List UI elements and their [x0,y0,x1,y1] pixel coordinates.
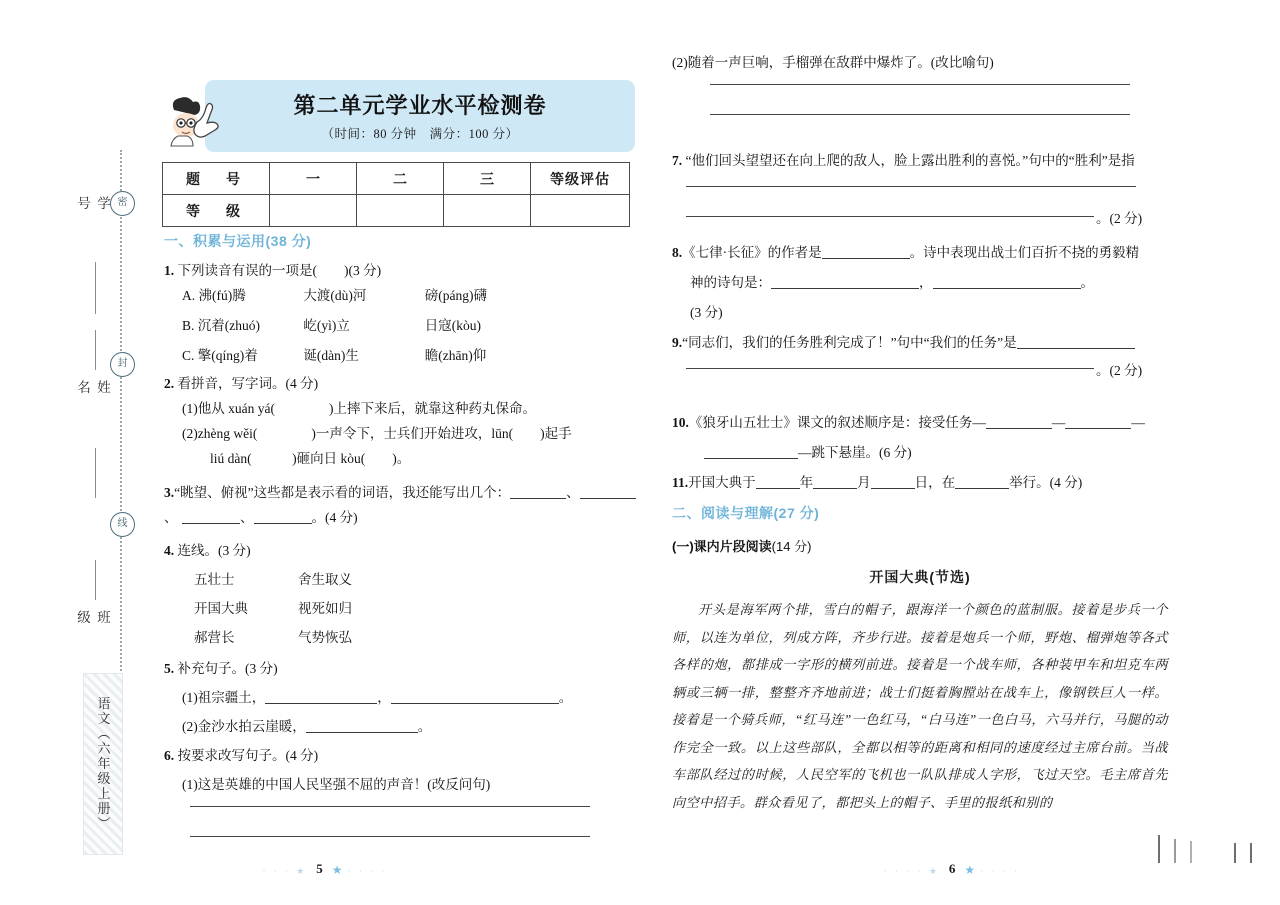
question-5-item-2: (2)金沙水拍云崖暖， 。 [182,719,432,734]
answer-blank[interactable] [580,498,636,499]
question-10-line-2 [704,440,912,465]
answer-blank[interactable] [1065,428,1131,429]
field-class: 班 级 [75,610,110,651]
answer-blank-line[interactable] [710,84,1130,85]
question-11 [672,470,1082,495]
question-10-number: 10. [672,415,689,430]
table-col-evaluation: 等级评估 [531,163,630,195]
table-header-grade: 等 级 [163,195,270,227]
table-row [163,195,630,227]
book-binding-marks [1156,833,1274,863]
match-left-1[interactable]: 五壮士 [194,572,235,587]
write-line-student-id [95,262,96,314]
page-number-right: 6 [948,861,956,876]
answer-blank-line[interactable] [686,186,1136,187]
option-b-item-1: B. 沉着(zhuó) [182,318,260,333]
question-5-number: 5. [164,661,175,676]
question-3-number: 3. [164,485,175,500]
question-1-option-b [182,313,652,338]
section-2-sub-points: (14 分) [771,539,812,554]
seal-mark-3: 线 [110,512,135,537]
star-decoration-tail: · · · · [975,866,1021,876]
option-a-item-1: A. 沸(fú)腾 [182,288,246,303]
question-11-part-2: 年 [799,475,814,490]
question-6-number: 6. [164,748,175,763]
answer-blank[interactable] [254,523,312,524]
answer-blank-line[interactable] [686,368,1094,369]
question-2-number: 2. [164,376,175,391]
subject-label: 语文（六年级上册） [95,696,111,832]
question-11-part-1: 开国大典于 [688,475,756,490]
mascot-illustration [156,92,228,152]
right-page-column [672,0,1172,905]
section-2-sub-title: (一)课内片段阅读 [672,539,772,554]
section-1-title: 一、积累与运用 [164,233,266,249]
question-9-stem: “同志们，我们的任务胜利完成了！”句中“我们的任务”是 [682,335,1017,350]
answer-blank[interactable] [391,703,559,704]
question-5-item-2-text: (2)金沙水拍云崖暖， [182,719,306,734]
table-col-2: 二 [357,163,444,195]
question-1-option-a [182,283,652,308]
answer-blank[interactable] [704,458,798,459]
match-left-3[interactable]: 郝营长 [194,630,235,645]
page-number-left: 5 [316,861,323,876]
table-col-1: 一 [270,163,357,195]
answer-blank[interactable] [265,703,377,704]
answer-blank[interactable] [822,258,910,259]
star-decoration-tail: · · · · [342,866,388,876]
question-6-item-1: (1)这是英雄的中国人民坚强不屈的声音！(改反问句) [182,777,491,792]
section-1-points: (38 分) [265,233,312,249]
answer-blank[interactable] [871,488,915,489]
question-1-number: 1. [164,263,175,278]
question-5-stem: 补充句子。(3 分) [177,661,278,676]
option-c-item-2: 诞(dàn)生 [303,348,359,363]
section-2-points: (27 分) [773,505,820,521]
question-4-stem: 连线。(3 分) [177,543,251,558]
reading-passage: 开头是海军两个排，雪白的帽子，跟海洋一个颜色的蓝制服。接着是步兵一个师，以连为单位，列成方阵，齐步行进。接着是炮兵一个师，野炮、榴弹炮等各式各样的炮，都排成一字形的横列前进。接着是一个战车师，各种装甲车和坦克车两辆或三辆一排，整整齐齐地前进；战士们挺着胸膛站在战车上，像钢铁巨人一样。接着是一个骑兵师，“红马连”一色红马，“白马连”一色白马，六马并行，马腿的动作完全一致。以上这些部队，全都以相等的距离和相同的速度经过主席台前。当战车部队经过的时候，人民空军的飞机也一队队排成人字形，飞过天空。毛主席首先向空中招手。群众看见了，都把头上的帽子、手里的报纸和别的 [672,602,1168,810]
question-5-item-1: (1)祖宗疆土， ， 。 [182,690,573,705]
question-3: 3.“眺望、俯视”这些都是表示看的词语，我还能写出几个： 、、 [164,480,644,530]
seal-mark-2: 封 [110,352,135,377]
question-7-tail: 。(2 分) [1096,211,1143,226]
option-c-item-1: C. 擎(qíng)着 [182,348,258,363]
question-2-stem: 看拼音，写字词。(4 分) [177,376,319,391]
question-6-item-2: (2)随着一声巨响，手榴弹在敌群中爆炸了。(改比喻句) [672,55,994,70]
question-6 [164,743,318,768]
page-subtitle: （时间：80 分钟 满分：100 分） [321,127,519,141]
star-decoration-left: · · · · ★ [883,866,940,876]
match-right-3[interactable]: 气势恢弘 [298,630,352,645]
question-7-stem: “他们回头望望还在向上爬的敌人，脸上露出胜利的喜悦。”句中的“胜利”是指 [685,153,1135,168]
passage-title: 开国大典(节选) [869,569,971,585]
question-11-part-3: 月 [857,475,871,490]
option-b-item-3: 日寇(kòu) [424,318,481,333]
question-3-stem: “眺望、俯视”这些都是表示看的词语，我还能写出几个： [174,485,511,500]
answer-blank[interactable] [955,488,1009,489]
question-10: 10.《狼牙山五壮士》课文的叙述顺序是：接受任务— — — [672,415,1145,430]
question-2-item-3: liú dàn( )砸向日 kòu( )。 [210,451,411,466]
answer-blank[interactable] [986,428,1052,429]
title-banner [205,80,635,152]
question-11-number: 11. [672,475,689,490]
grade-cell-3[interactable] [444,195,531,227]
question-4-number: 4. [164,543,175,558]
question-7-number: 7. [672,153,683,168]
section-2-title: 二、阅读与理解 [672,505,774,521]
answer-blank[interactable] [510,498,566,499]
answer-blank[interactable] [756,488,800,489]
question-8-stem-c: 神的诗句是： [690,275,771,290]
question-1-option-c [182,343,652,368]
match-left-2[interactable]: 开国大典 [194,601,248,616]
left-page-column [150,0,650,905]
question-10-tail: —跳下悬崖。(6 分) [798,445,912,460]
write-line-name-top [95,330,96,370]
table-header-question-no: 题 号 [163,163,270,195]
match-right-1[interactable]: 舍生取义 [298,572,352,587]
answer-blank[interactable] [182,523,240,524]
question-8-stem-b: 。诗中表现出战士们百折不挠的勇毅精 [909,245,1140,260]
option-c-item-3: 瞻(zhān)仰 [424,348,487,363]
answer-blank[interactable] [306,732,418,733]
question-8-number: 8. [672,245,683,260]
question-3-tail: 。(4 分) [311,510,358,525]
question-1 [164,258,634,283]
question-6-stem: 按要求改写句子。(4 分) [177,748,319,763]
footer-left [195,861,455,879]
field-student-id: 学 号 [75,196,110,237]
grade-cell-evaluation[interactable] [531,195,630,227]
answer-blank-line[interactable] [190,806,590,807]
match-right-2[interactable]: 视死如归 [298,601,352,616]
option-a-item-2: 大渡(dù)河 [303,288,367,303]
write-line-name-bottom [95,448,96,498]
answer-blank-line[interactable] [190,836,590,837]
question-8-points: (3 分) [690,305,723,320]
question-3-line-2: 、 。(4 分) [182,505,358,530]
section-2-heading [672,503,819,523]
question-11-part-4: 日，在 [914,475,956,490]
question-10-stem: 《狼牙山五壮士》课文的叙述顺序是：接受任务— [688,415,986,430]
question-5 [164,656,278,681]
option-b-item-2: 屹(yì)立 [303,318,350,333]
section-2-subheading [672,534,811,559]
page-title: 第二单元学业水平检测卷 [293,93,547,118]
spine-binding-area [0,0,132,905]
grade-cell-2[interactable] [357,195,444,227]
star-decoration-right: ★ [964,863,976,877]
field-name: 姓 名 [75,380,110,421]
answer-blank[interactable] [933,288,1081,289]
footer-right [822,861,1082,879]
seal-mark-1: 密 [110,191,135,216]
question-2 [164,371,634,396]
question-5-item-1-text: (1)祖宗疆土， [182,690,266,705]
table-col-3: 三 [444,163,531,195]
grade-table [162,162,630,227]
answer-blank[interactable] [813,488,857,489]
question-2-item-2: (2)zhèng wěi( )一声令下，士兵们开始进攻，lūn( )起手 [182,426,572,441]
option-a-item-3: 磅(páng)礴 [424,288,487,303]
write-line-class [95,560,96,600]
question-8-stem-a: 《七律·长征》的作者是 [682,245,822,260]
star-decoration-left: · · · ★ [262,866,308,876]
question-11-part-5: 举行。(4 分) [1009,475,1083,490]
answer-blank[interactable] [771,288,919,289]
answer-blank-line[interactable] [710,114,1130,115]
grade-cell-1[interactable] [270,195,357,227]
table-row [163,163,630,195]
question-7 [672,148,1168,173]
question-9-number: 9. [672,335,683,350]
question-2-item-1: (1)他从 xuán yá( )上摔下来后，就靠这种药丸保命。 [182,401,536,416]
question-4 [164,538,251,563]
question-8 [672,240,1168,265]
subject-label-box [83,673,123,855]
question-9 [672,330,1168,355]
question-1-stem: 下列读音有误的一项是( )(3 分) [177,263,382,278]
answer-blank-line[interactable] [686,216,1094,217]
answer-blank[interactable] [1017,348,1135,349]
star-decoration-right: ★ [331,863,343,877]
question-9-tail: 。(2 分) [1096,363,1143,378]
section-1-heading [164,231,311,251]
question-8-line-2: 神的诗句是： ， 。 [690,275,1094,290]
